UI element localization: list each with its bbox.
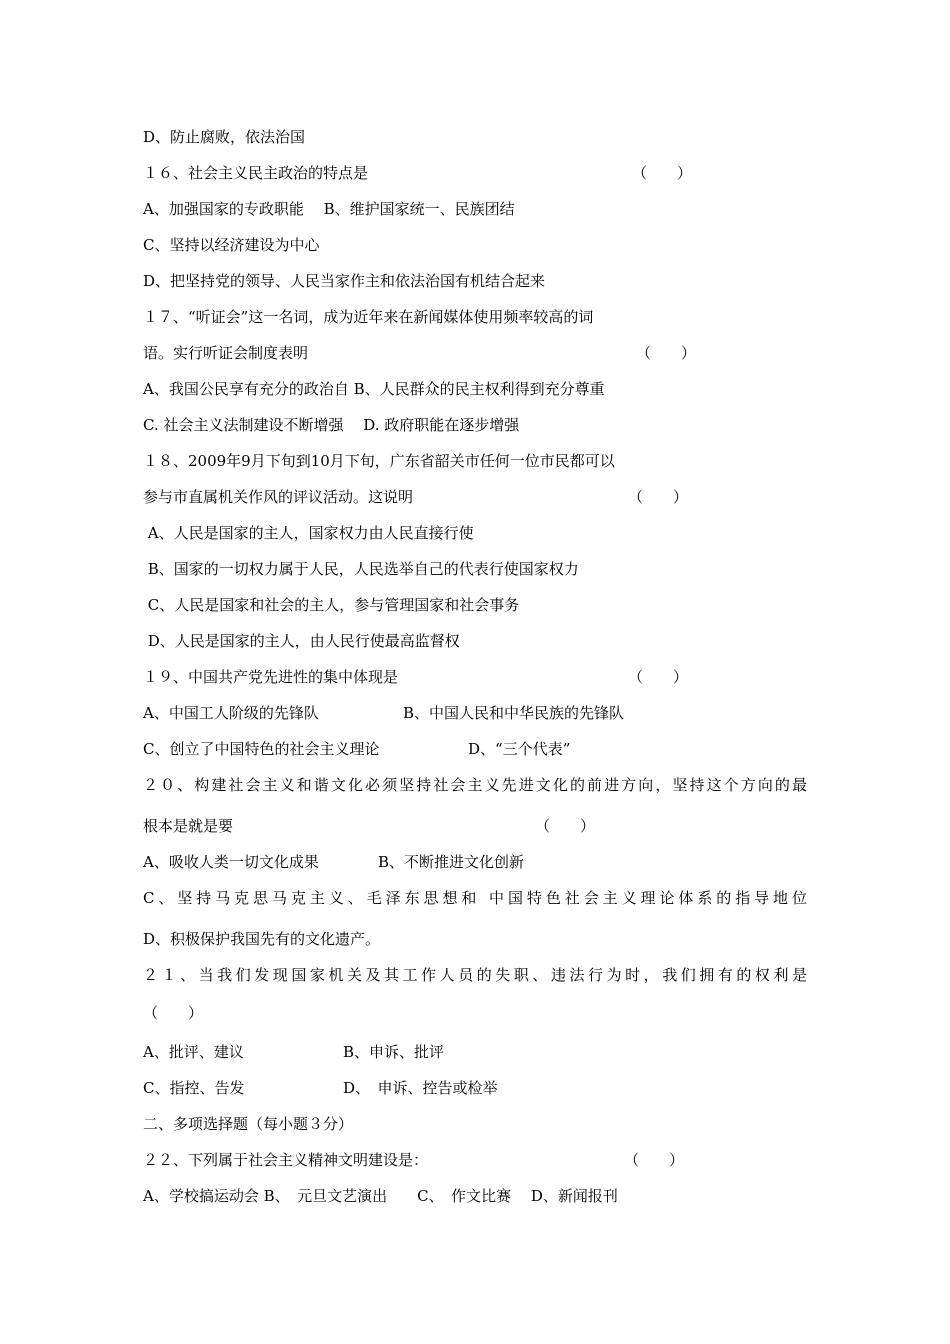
q21-option-d: D、 申诉、控告或检举 xyxy=(343,1079,498,1097)
q18-option-c: C、人民是国家和社会的主人，参与管理国家和社会事务 xyxy=(143,596,520,614)
q21-option-c: C、指控、告发 xyxy=(143,1079,245,1097)
q16-option-c: C、坚持以经济建设为中心 xyxy=(143,236,320,254)
q20-option-c: C、坚持马克思马克主义、毛泽东思想和 中国特色社会主义理论体系的指导地位 xyxy=(143,889,807,907)
q19-answer-blank: （ ） xyxy=(628,668,689,686)
q20-option-a: A、吸收人类一切文化成果 xyxy=(143,853,319,871)
q15-option-d: D、防止腐败，依法治国 xyxy=(143,128,306,146)
q21-option-b: B、申诉、批评 xyxy=(343,1043,445,1061)
q19-option-c: C、创立了中国特色的社会主义理论 xyxy=(143,740,380,758)
q18-stem-line1: １８、2009年9月下旬到10月下旬，广东省韶关市任何一位市民都可以 xyxy=(143,452,615,470)
q20-answer-blank: （ ） xyxy=(535,817,596,835)
q16-stem: １６、社会主义民主政治的特点是 xyxy=(143,164,369,182)
q20-option-b: B、不断推进文化创新 xyxy=(378,853,525,871)
q22-stem: ２２、下列属于社会主义精神文明建设是： xyxy=(143,1151,429,1169)
q20-stem-line1: ２０、构建社会主义和谐文化必须坚持社会主义先进文化的前进方向，坚持这个方向的最 xyxy=(143,776,807,794)
q18-stem-line2: 参与市直属机关作风的评议活动。这说明 xyxy=(143,488,414,506)
q21-answer-blank: （ ） xyxy=(143,1004,204,1022)
q19-option-a: A、中国工人阶级的先锋队 xyxy=(143,704,319,722)
q18-answer-blank: （ ） xyxy=(628,488,689,506)
q16-answer-blank: （ ） xyxy=(632,164,693,182)
q22-answer-blank: （ ） xyxy=(624,1151,685,1169)
q19-option-d: D、“三个代表” xyxy=(468,740,571,758)
q17-answer-blank: （ ） xyxy=(636,344,697,362)
q18-option-a: A、人民是国家的主人，国家权力由人民直接行使 xyxy=(143,524,474,542)
q16-option-d: D、把坚持党的领导、人民当家作主和依法治国有机结合起来 xyxy=(143,272,546,290)
q17-options-ab: A、我国公民享有充分的政治自 B、人民群众的民主权利得到充分尊重 xyxy=(143,380,605,398)
q19-option-b: B、中国人民和中华民族的先锋队 xyxy=(403,704,625,722)
q17-stem-line1: １７、“听证会”这一名词，成为近年来在新闻媒体使用频率较高的词 xyxy=(143,308,594,326)
q19-stem: １９、中国共产党先进性的集中体现是 xyxy=(143,668,399,686)
q22-options: A、学校搞运动会 B、 元旦文艺演出 C、 作文比赛 D、新闻报刊 xyxy=(143,1187,618,1205)
q21-option-a: A、批评、建议 xyxy=(143,1043,244,1061)
q17-options-cd: C. 社会主义法制建设不断增强 D. 政府职能在逐步增强 xyxy=(143,416,520,434)
q21-stem: ２１、当我们发现国家机关及其工作人员的失职、违法行为时，我们拥有的权利是 xyxy=(143,966,807,984)
q16-options-ab: A、加强国家的专政职能 B、维护国家统一、民族团结 xyxy=(143,200,515,218)
section-heading-multiple-choice: 二、多项选择题（每小题３分） xyxy=(143,1115,354,1133)
q18-option-b: B、国家的一切权力属于人民，人民选举自己的代表行使国家权力 xyxy=(143,560,579,578)
q20-stem-line2: 根本是就是要 xyxy=(143,817,234,835)
q17-stem-line2: 语。实行听证会制度表明 xyxy=(143,344,309,362)
q18-option-d: D、人民是国家的主人，由人民行使最高监督权 xyxy=(143,632,460,650)
q20-option-d: D、积极保护我国先有的文化遗产。 xyxy=(143,930,381,948)
